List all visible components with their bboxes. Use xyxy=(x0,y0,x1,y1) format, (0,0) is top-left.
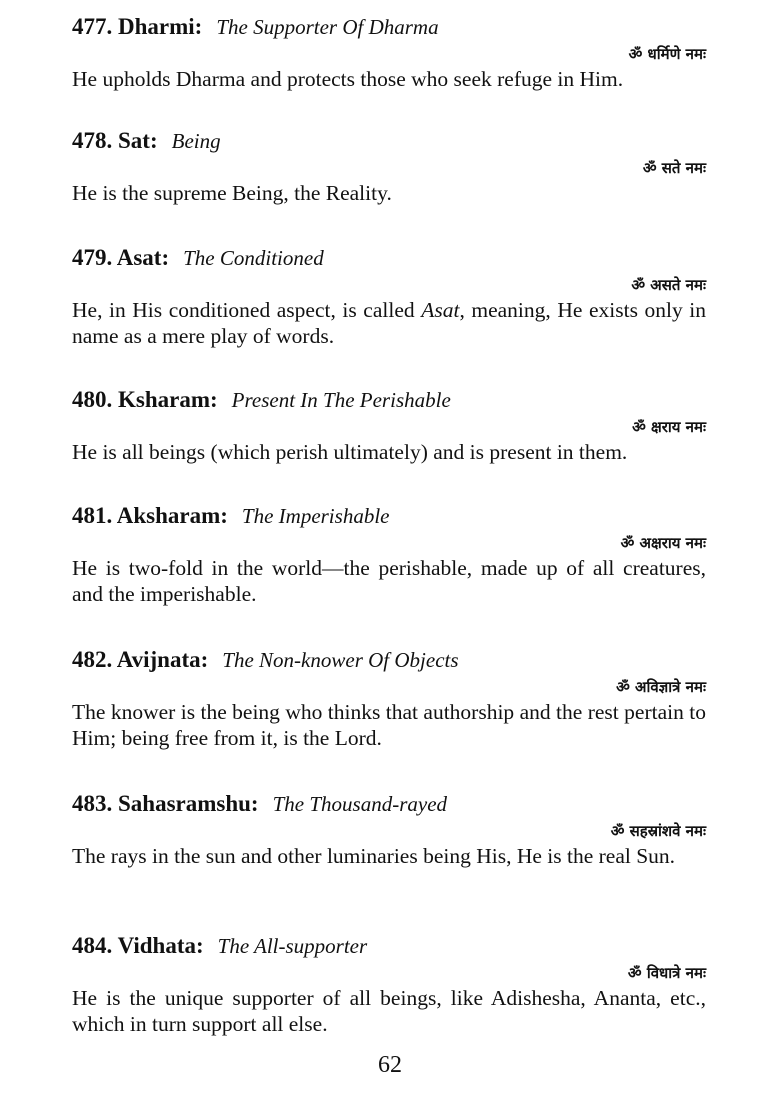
entry-name: 479. Asat: xyxy=(72,245,170,270)
description-text: He is the supreme Being, the Reality. xyxy=(72,181,392,205)
entry-description xyxy=(72,297,706,349)
entry-mantra: ॐ असते नमः xyxy=(631,276,706,294)
description-text: The rays in the sun and other luminaries being His, He is the real Sun. xyxy=(72,844,676,868)
entry-mantra: ॐ क्षराय नमः xyxy=(632,418,706,436)
description-text: He upholds Dharma and protects those who seek refuge in Him. xyxy=(72,67,624,91)
entry-description xyxy=(72,843,706,869)
entry-heading xyxy=(72,501,706,531)
entry-description xyxy=(72,66,706,92)
entry-name: 480. Ksharam: xyxy=(72,387,218,412)
description-text: He is the unique supporter of all beings, like Adishesha, Ananta, etc., which in turn support all else. xyxy=(72,986,706,1036)
entry-meaning: The Conditioned xyxy=(183,246,324,270)
description-text: The knower is the being who thinks that authorship and the rest pertain to Him; being free from it, is the Lord. xyxy=(72,700,706,750)
entry-meaning: The Thousand-rayed xyxy=(272,792,448,816)
entry-description xyxy=(72,985,706,1037)
entry-name: 482. Avijnata: xyxy=(72,647,209,672)
name-entry xyxy=(72,126,706,206)
entry-heading xyxy=(72,126,706,156)
entry-heading xyxy=(72,385,706,415)
name-entry xyxy=(72,12,706,92)
description-text-cont: , meaning, He exists only in name as a mere play of words. xyxy=(72,298,706,348)
name-entry xyxy=(72,931,706,1037)
name-entry xyxy=(72,645,706,751)
entry-meaning: The Imperishable xyxy=(241,504,390,528)
entry-meaning: The Non-knower Of Objects xyxy=(222,648,459,672)
entry-mantra: ॐ अक्षराय नमः xyxy=(620,534,706,552)
entry-mantra: ॐ सते नमः xyxy=(642,159,706,177)
entry-heading xyxy=(72,12,706,42)
entry-name: 481. Aksharam: xyxy=(72,503,228,528)
name-entry xyxy=(72,789,706,869)
entry-heading xyxy=(72,645,706,675)
description-emphasis: Asat xyxy=(421,298,460,322)
entry-meaning: Being xyxy=(171,129,221,153)
entry-mantra: ॐ सहस्रांशवे नमः xyxy=(610,822,706,840)
entry-name: 484. Vidhata: xyxy=(72,933,204,958)
page-number: 62 xyxy=(378,1052,402,1078)
entry-meaning: The All-supporter xyxy=(217,934,368,958)
entry-mantra: ॐ अविज्ञात्रे नमः xyxy=(616,678,706,696)
entry-description xyxy=(72,180,706,206)
entry-mantra: ॐ धर्मिणे नमः xyxy=(628,45,706,63)
description-text: He is two-fold in the world—the perishable, made up of all creatures, and the imperishable. xyxy=(72,556,706,606)
entry-heading xyxy=(72,243,706,273)
entry-heading xyxy=(72,931,706,961)
entry-heading xyxy=(72,789,706,819)
description-text: He, in His conditioned aspect, is called xyxy=(72,298,422,322)
entry-meaning: Present In The Perishable xyxy=(231,388,451,412)
entry-description xyxy=(72,439,706,465)
entry-name: 478. Sat: xyxy=(72,128,158,153)
name-entry xyxy=(72,501,706,607)
entry-name: 477. Dharmi: xyxy=(72,14,203,39)
entry-name: 483. Sahasramshu: xyxy=(72,791,259,816)
name-entry xyxy=(72,385,706,465)
entry-mantra: ॐ विधात्रे नमः xyxy=(627,964,706,982)
entry-description xyxy=(72,555,706,607)
name-entry xyxy=(72,243,706,349)
entry-description xyxy=(72,699,706,751)
entry-meaning: The Supporter Of Dharma xyxy=(216,15,439,39)
description-text: He is all beings (which perish ultimately) and is present in them. xyxy=(72,440,628,464)
